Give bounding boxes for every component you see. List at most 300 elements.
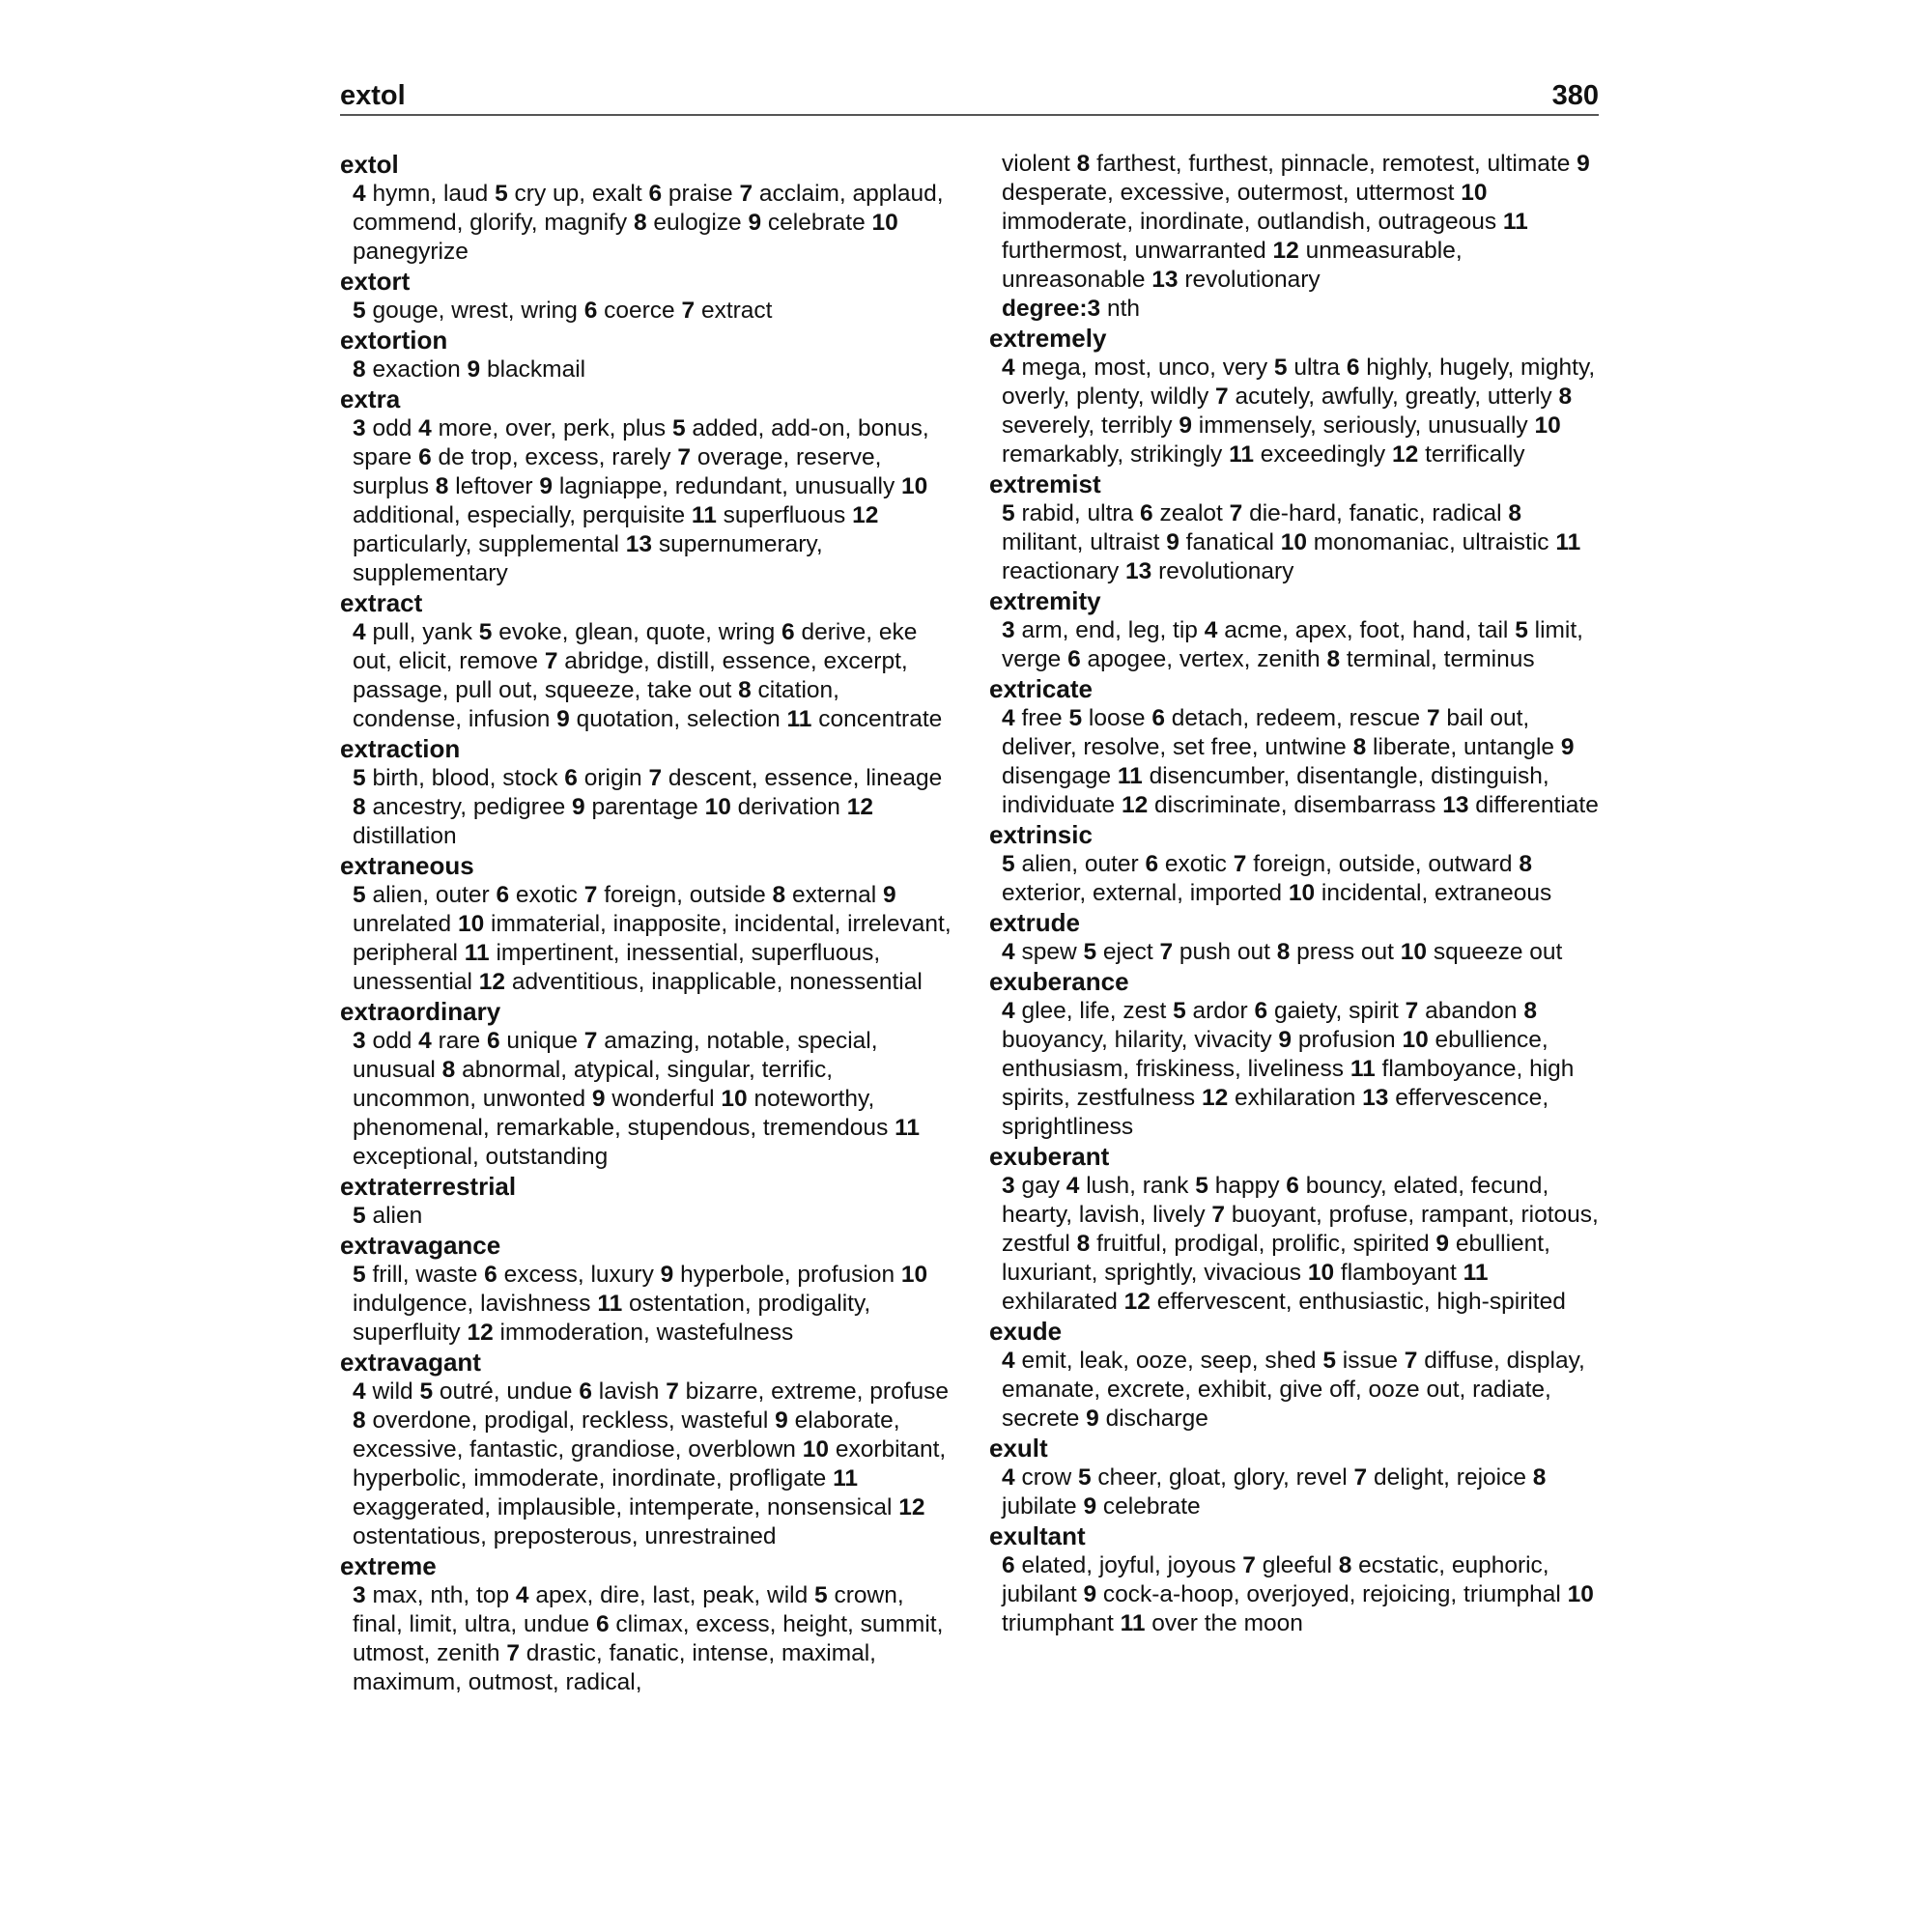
synonym-list: bail out, deliver, resolve, set free, untwine [1002,705,1530,760]
letter-count: 8 [1523,998,1537,1024]
synonym-list: happy [1208,1173,1287,1199]
letter-count: 4 [1002,705,1015,731]
letter-count: 12 [846,794,873,820]
letter-count: 6 [1286,1173,1299,1199]
letter-count: 5 [353,1203,366,1229]
synonym-list: max, nth, top [365,1582,516,1608]
subsense-senses [1088,296,1141,322]
synonym-list: celebrate [1096,1493,1201,1520]
headword: extremity [989,586,1101,615]
letter-count: 4 [515,1582,529,1608]
dictionary-entry [989,1317,1607,1434]
synonym-list: pull, yank [365,619,479,645]
synonym-list: drastic, fanatic, intense, maximal, maximum, outmost, radical, [353,1640,876,1695]
letter-count: 7 [1405,998,1419,1024]
entry-senses [340,180,952,267]
entry-senses [989,1551,1607,1638]
synonym-list: monomaniac, ultraistic [1306,529,1556,555]
letter-count: 3 [1087,296,1101,322]
letter-count: 10 [1534,412,1561,439]
letter-count: 4 [1204,617,1218,643]
dictionary-entry [989,324,1607,469]
synonym-list: differentiate [1468,792,1599,818]
synonym-list: desperate, excessive, outermost, uttermost [1002,180,1462,206]
synonym-list: liberate, untangle [1366,734,1561,760]
dictionary-entry [989,820,1607,908]
synonym-list: violent [1002,151,1077,177]
synonym-list: spew [1014,939,1084,965]
synonym-list: fanatical [1179,529,1281,555]
letter-count: 12 [478,969,506,995]
synonym-list: foreign, outside, outward [1246,851,1520,877]
dictionary-entry [340,1172,952,1231]
synonym-list: indulgence, lavishness [353,1291,598,1317]
headword: extortion [340,326,448,355]
letter-count: 9 [1560,734,1575,760]
letter-count: 10 [721,1086,748,1112]
letter-count: 6 [1067,646,1081,672]
synonym-list: rare [431,1028,487,1054]
letter-count: 7 [677,444,692,470]
subsense-label: degree: [1002,296,1088,322]
letter-count: 9 [882,882,896,908]
synonym-list: squeeze out [1427,939,1563,965]
dictionary-entry [989,674,1607,820]
letter-count: 4 [353,181,366,207]
page-header [340,73,1599,116]
synonym-list: evoke, glean, quote, wring [492,619,782,645]
synonym-list: discriminate, disembarrass [1148,792,1443,818]
synonym-list: buoyant, profuse, rampant, riotous, zestful [1002,1202,1599,1257]
letter-count: 7 [1233,851,1247,877]
letter-count: 5 [1322,1348,1336,1374]
letter-count: 8 [1558,384,1573,410]
synonym-list: praise [662,181,740,207]
synonym-list: apex, dire, last, peak, wild [528,1582,815,1608]
letter-count: 7 [1353,1464,1368,1491]
entry-senses [989,354,1607,469]
synonym-list: overdone, prodigal, reckless, wasteful [365,1407,776,1434]
letter-count: 9 [1577,151,1590,177]
synonym-list: cock-a-hoop, overjoyed, rejoicing, triumphal [1096,1581,1568,1607]
synonym-list: extract [695,298,773,324]
synonym-list: lagniappe, redundant, unusually [553,473,902,499]
synonym-list: exhilarated [1002,1289,1124,1315]
letter-count: 4 [1002,1348,1015,1374]
continued-entry [989,150,1607,324]
synonym-list: apogee, vertex, zenith [1080,646,1327,672]
synonym-list: celebrate [761,210,872,236]
dictionary-entry [340,1551,952,1697]
synonym-list: elaborate, excessive, fantastic, grandiose, overblown [353,1407,900,1463]
letter-count: 12 [467,1320,494,1346]
letter-count: 8 [353,1407,366,1434]
letter-count: 10 [900,1262,928,1288]
dictionary-entry [989,469,1607,586]
letter-count: 10 [1307,1260,1335,1286]
synonym-list: cry up, exalt [507,181,649,207]
letter-count: 13 [625,531,653,557]
letter-count: 6 [579,1378,592,1405]
left-column [340,150,952,1697]
letter-count: 4 [1002,939,1015,965]
letter-count: 5 [353,882,366,908]
letter-count: 4 [418,415,432,441]
synonym-list: added, add-on, bonus, spare [353,415,929,470]
synonym-list: alien [365,1203,423,1229]
synonym-list: alien, outer [1014,851,1146,877]
letter-count: 8 [1338,1552,1352,1578]
headword: extremist [989,469,1101,498]
letter-count: 6 [564,765,578,791]
synonym-list: zealot [1152,500,1230,526]
letter-count: 10 [1402,1027,1429,1053]
synonym-list: triumphant [1002,1610,1121,1636]
synonym-list: glee, life, zest [1014,998,1174,1024]
headword: extreme [340,1551,437,1580]
synonym-list: elated, joyful, joyous [1014,1552,1243,1578]
letter-count: 6 [1151,705,1165,731]
letter-count: 9 [1083,1493,1097,1520]
letter-count: 11 [833,1465,858,1492]
synonym-list: flamboyance, high spirits, zestfulness [1002,1056,1575,1111]
synonym-list: hymn, laud [365,181,496,207]
letter-count: 7 [1426,705,1440,731]
letter-count: 8 [441,1057,456,1083]
headword: exude [989,1317,1063,1346]
entry-senses [340,414,952,588]
synonym-list: adventitious, inapplicable, nonessential [505,969,923,995]
synonym-list: farthest, furthest, pinnacle, remotest, ultimate [1090,151,1577,177]
letter-count: 5 [419,1378,434,1405]
synonym-list: furthermost, unwarranted [1002,238,1273,264]
entry-senses [340,1202,952,1231]
letter-count: 5 [1195,1173,1208,1199]
letter-count: 4 [1002,998,1015,1024]
letter-count: 5 [1077,1464,1092,1491]
synonym-list: detach, redeem, rescue [1164,705,1427,731]
synonym-list: exaggerated, implausible, intemperate, nonsensical [353,1494,899,1520]
synonym-list: foreign, outside [597,882,773,908]
letter-count: 10 [1280,529,1307,555]
letter-count: 9 [591,1086,606,1112]
letter-count: 11 [691,502,717,528]
letter-count: 9 [1278,1027,1293,1053]
letter-count: 7 [1229,500,1243,526]
entry-senses [989,616,1607,674]
letter-count: 3 [353,415,366,441]
synonym-list: lush, rank [1079,1173,1196,1199]
letter-count: 6 [418,444,432,470]
synonym-list: lavish [591,1378,667,1405]
letter-count: 10 [1400,939,1428,965]
headword: extract [340,588,423,617]
letter-count: 5 [478,619,493,645]
synonym-list: immoderate, inordinate, outlandish, outrageous [1002,209,1503,235]
letter-count: 3 [353,1028,366,1054]
letter-count: 5 [353,765,366,791]
synonym-list: revolutionary [1151,558,1294,584]
letter-count: 11 [1117,763,1143,789]
continued-senses [989,150,1607,295]
letter-count: 7 [681,298,696,324]
dictionary-entry [340,267,952,326]
synonym-list: effervescent, enthusiastic, high-spirited [1150,1289,1566,1315]
letter-count: 5 [1515,617,1528,643]
letter-count: 9 [1435,1231,1450,1257]
entry-senses [989,850,1607,908]
letter-count: 4 [353,619,366,645]
entry-senses [340,297,952,326]
synonym-list: acutely, awfully, greatly, utterly [1228,384,1559,410]
synonym-list: arm, end, leg, tip [1014,617,1205,643]
dictionary-entry [989,1142,1607,1317]
dictionary-entry [340,326,952,384]
letter-count: 11 [1120,1610,1146,1636]
synonym-list: hyperbole, profusion [673,1262,901,1288]
synonym-list: nth [1100,296,1141,322]
letter-count: 7 [1404,1348,1418,1374]
synonym-list: profusion [1292,1027,1403,1053]
synonym-list: ecstatic, euphoric, jubilant [1002,1552,1549,1607]
synonym-list: acclaim, applaud, commend, glorify, magnify [353,181,944,236]
letter-count: 4 [353,1378,366,1405]
synonym-list: terrifically [1418,441,1525,468]
letter-count: 9 [572,794,585,820]
synonym-list: abnormal, atypical, singular, terrific, uncommon, unwonted [353,1057,834,1112]
entry-senses [340,1261,952,1348]
headword: extraneous [340,851,474,880]
entry-senses [989,997,1607,1142]
dictionary-entry [989,1434,1607,1521]
letter-count: 12 [1123,1289,1151,1315]
letter-count: 5 [1002,851,1015,877]
synonym-list: exhilaration [1228,1085,1363,1111]
synonym-list: abridge, distill, essence, excerpt, passage, pull out, squeeze, take out [353,648,908,703]
letter-count: 6 [496,882,510,908]
synonym-list: derive, eke out, elicit, remove [353,619,918,674]
entry-senses [989,1172,1607,1317]
synonym-list: additional, especially, perquisite [353,502,692,528]
synonym-list: coerce [597,298,682,324]
letter-count: 6 [648,181,663,207]
letter-count: 5 [353,298,366,324]
entry-senses [989,1347,1607,1434]
letter-count: 10 [1461,180,1488,206]
letter-count: 10 [704,794,731,820]
entry-senses [340,764,952,851]
synonym-list: external [785,882,883,908]
letter-count: 5 [495,181,508,207]
headword: exult [989,1434,1048,1463]
letter-count: 11 [597,1291,623,1317]
letter-count: 3 [1002,617,1015,643]
synonym-list: distillation [353,823,457,849]
synonym-list: concentrate [811,706,943,732]
synonym-list: disengage [1002,763,1118,789]
entry-senses [340,1378,952,1551]
letter-count: 10 [802,1436,830,1463]
letter-count: 4 [1002,355,1015,381]
synonym-list: immaterial, inapposite, incidental, irrelevant, peripheral [353,911,952,966]
letter-count: 8 [772,882,786,908]
synonym-list: terminal, terminus [1340,646,1535,672]
dictionary-entry [989,1521,1607,1638]
synonym-list: highly, hugely, mighty, overly, plenty, wildly [1002,355,1596,410]
letter-count: 8 [1276,939,1291,965]
letter-count: 9 [1083,1581,1097,1607]
synonym-list: remarkably, strikingly [1002,441,1230,468]
synonym-list: incidental, extraneous [1315,880,1552,906]
letter-count: 11 [1229,441,1254,468]
synonym-list: wonderful [605,1086,722,1112]
letter-count: 10 [457,911,485,937]
synonym-list: ebullient, luxuriant, sprightly, vivacious [1002,1231,1550,1286]
letter-count: 6 [1140,500,1153,526]
headword: exuberance [989,967,1129,996]
entry-senses [340,1581,952,1697]
guide-word: extol [340,80,406,111]
letter-count: 8 [1326,646,1341,672]
letter-count: 6 [1145,851,1159,877]
synonym-list: mega, most, unco, very [1014,355,1274,381]
letter-count: 4 [418,1028,432,1054]
letter-count: 8 [633,210,647,236]
letter-count: 12 [1272,238,1299,264]
letter-count: 8 [1508,500,1522,526]
headword: extol [340,150,399,179]
headword: extort [340,267,411,296]
letter-count: 8 [353,794,366,820]
synonym-list: descent, essence, lineage [662,765,943,791]
synonym-list: crow [1014,1464,1078,1491]
synonym-list: abandon [1418,998,1524,1024]
synonym-list: supernumerary, supplementary [353,531,823,586]
headword: extrude [989,908,1080,937]
letter-count: 8 [738,677,752,703]
synonym-list: excess, luxury [497,1262,661,1288]
synonym-list: delight, rejoice [1367,1464,1533,1491]
letter-count: 7 [1159,939,1174,965]
entry-senses [989,1463,1607,1521]
synonym-list: particularly, supplemental [353,531,626,557]
letter-count: 5 [353,1262,366,1288]
synonym-list: exotic [1158,851,1234,877]
letter-count: 11 [1502,209,1528,235]
synonym-list: free [1014,705,1069,731]
synonym-list: die-hard, fanatic, radical [1242,500,1509,526]
synonym-list: crown, final, limit, ultra, undue [353,1582,904,1637]
letter-count: 9 [467,356,481,383]
letter-count: 9 [775,1407,788,1434]
letter-count: 12 [898,1494,925,1520]
dictionary-entry [340,1348,952,1551]
letter-count: 6 [595,1611,610,1637]
synonym-list: gaiety, spirit [1267,998,1406,1024]
synonym-list: press out [1290,939,1401,965]
headword: extra [340,384,401,413]
synonym-list: panegyrize [353,239,469,265]
letter-count: 3 [1002,1173,1015,1199]
synonym-list: blackmail [480,356,586,383]
letter-count: 12 [852,502,879,528]
letter-count: 7 [506,1640,520,1666]
letter-count: 6 [1346,355,1360,381]
letter-count: 5 [814,1582,828,1608]
synonym-list: exotic [509,882,584,908]
synonym-list: exterior, external, imported [1002,880,1289,906]
letter-count: 11 [895,1115,921,1141]
letter-count: 9 [1086,1406,1099,1432]
headword: extrinsic [989,820,1093,849]
synonym-list: over the moon [1145,1610,1303,1636]
headword: extraction [340,734,461,763]
letter-count: 8 [1352,734,1367,760]
synonym-list: bouncy, elated, fecund, hearty, lavish, lively [1002,1173,1549,1228]
letter-count: 5 [1068,705,1083,731]
synonym-list: ancestry, pedigree [365,794,572,820]
letter-count: 9 [1179,412,1192,439]
letter-count: 8 [353,356,366,383]
dictionary-entry [340,851,952,997]
synonym-list: parentage [584,794,705,820]
synonym-list: outré, undue [433,1378,580,1405]
dictionary-entry [340,734,952,851]
synonym-list: climax, excess, height, summit, utmost, zenith [353,1611,944,1666]
letter-count: 3 [353,1582,366,1608]
entry-senses [340,618,952,734]
synonym-list: exaction [365,356,468,383]
synonym-list: jubilate [1002,1493,1084,1520]
synonym-list: origin [577,765,649,791]
synonym-list: militant, ultraist [1002,529,1167,555]
letter-count: 4 [1065,1173,1080,1199]
dictionary-entry [989,908,1607,967]
letter-count: 7 [583,1028,598,1054]
headword: extricate [989,674,1093,703]
synonym-list: exceedingly [1253,441,1392,468]
dictionary-entry [340,150,952,267]
synonym-list: wild [365,1378,420,1405]
letter-count: 9 [660,1262,674,1288]
headword: extravagant [340,1348,481,1377]
synonym-list: eject [1096,939,1160,965]
letter-count: 7 [666,1378,679,1405]
synonym-list: bizarre, extreme, profuse [678,1378,950,1405]
letter-count: 11 [464,940,490,966]
headword: extravagance [340,1231,501,1260]
letter-count: 10 [1288,880,1316,906]
letter-count: 7 [739,181,753,207]
letter-count: 9 [539,473,554,499]
synonym-list: exceptional, outstanding [353,1144,609,1170]
synonym-list: limit, verge [1002,617,1583,672]
page-number: 380 [1551,80,1599,111]
letter-count: 7 [648,765,663,791]
letter-count: 7 [1242,1552,1256,1578]
synonym-list: diffuse, display, emanate, excrete, exhibit, give off, ooze out, radiate, secrete [1002,1348,1585,1432]
synonym-list: noteworthy, phenomenal, remarkable, stupendous, tremendous [353,1086,895,1141]
synonym-list: odd [365,415,419,441]
letter-count: 13 [1125,558,1152,584]
letter-count: 10 [1567,1581,1594,1607]
letter-count: 6 [583,298,598,324]
dictionary-entry [340,997,952,1172]
letter-count: 11 [1350,1056,1376,1082]
synonym-list: exorbitant, hyperbolic, immoderate, inordinate, profligate [353,1436,947,1492]
letter-count: 8 [435,473,449,499]
synonym-list: gay [1014,1173,1066,1199]
